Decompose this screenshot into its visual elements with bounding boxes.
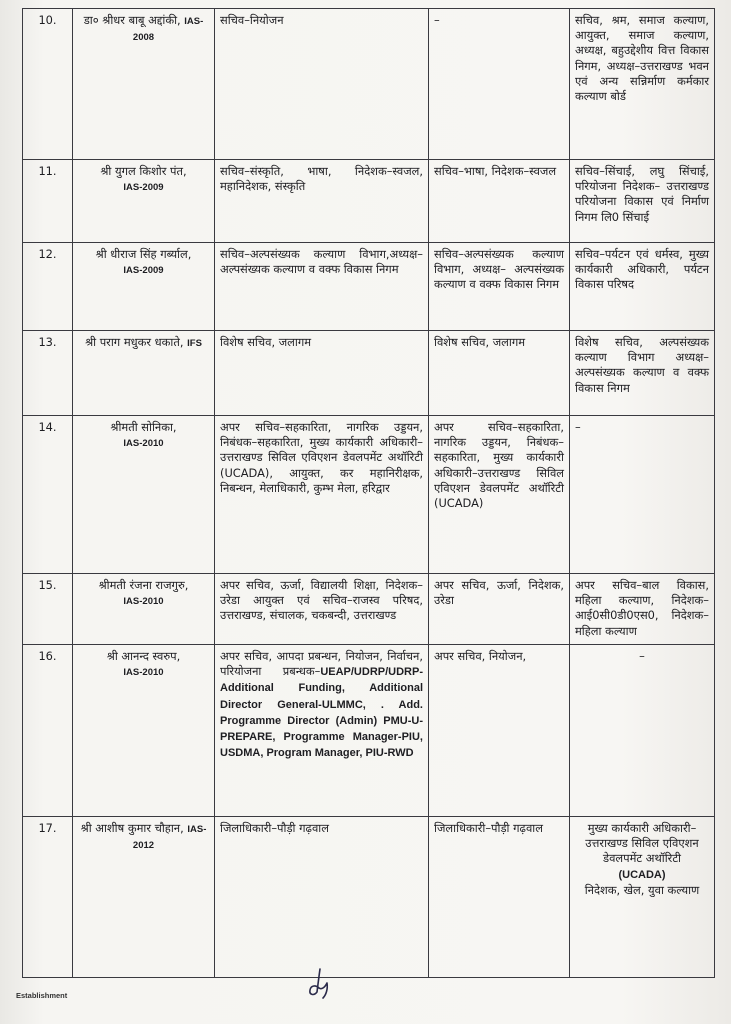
- additional-post: अपर सचिव, नियोजन,: [429, 645, 570, 817]
- officer-name: [73, 416, 215, 574]
- officer-name-text: श्रीमती सोनिका,: [110, 420, 177, 434]
- officer-name-text: श्री युगल किशोर पंत,: [100, 164, 187, 178]
- additional-post: –: [429, 9, 570, 160]
- officer-cadre: IAS-2009: [123, 182, 164, 194]
- officer-cadre: IAS-2009: [123, 265, 164, 277]
- table-row: [23, 243, 715, 331]
- officer-cadre: IAS-2010: [123, 667, 164, 679]
- serial-number: 10.: [23, 9, 73, 160]
- officer-name-text: श्री आशीष कुमार चौहान,: [80, 821, 184, 835]
- current-post: [215, 645, 429, 817]
- officer-name-text: श्री धीराज सिंह गर्ब्याल,: [95, 247, 192, 261]
- officer-name-text: श्री आनन्द स्वरुप,: [106, 649, 181, 663]
- current-post: सचिव–अल्पसंख्यक कल्याण विभाग,अध्यक्ष–अल्पसंख्यक कल्याण व वक्फ विकास निगम: [215, 243, 429, 331]
- new-post-part-a: मुख्य कार्यकारी अधिकारी– उत्तराखण्ड सिविल एविएशन डेवलपमेंट अथॉरिटी: [585, 821, 699, 866]
- additional-post: सचिव–भाषा, निदेशक–स्वजल: [429, 160, 570, 243]
- current-post: अपर सचिव–सहकारिता, नागरिक उड्डयन, निबंधक–सहकारिता, मुख्य कार्यकारी अधिकारी– उत्तराखण्ड सिविल एविएशन डेवलपमेंट अथॉरिटी (UCADA), आयुक्त, कर महानिरीक्षक, निबन्धन, मेलाधिकारी, कुम्भ मेला, हरिद्वार: [215, 416, 429, 574]
- current-post-latin: UEAP/UDRP/UDRP-Additional Funding, Additional Director General-ULMMC, . Add. Programme Director (Admin) PMU-U-PREPARE, Programme Manager-PIU, USDMA, Program Manager, PIU-RWD: [220, 666, 423, 760]
- new-post: अपर सचिव–बाल विकास, महिला कल्याण, निदेशक–आई0सी0डी0एस0, निदेशक–महिला कल्याण: [570, 574, 715, 645]
- serial-number: 15.: [23, 574, 73, 645]
- officer-name: [73, 160, 215, 243]
- officer-name: [73, 574, 215, 645]
- new-post: सचिव, श्रम, समाज कल्याण, आयुक्त, समाज कल्याण, अध्यक्ष, बहुउद्देशीय वित्त विकास निगम, अध्यक्ष–उत्तराखण्ड भवन एवं अन्य सन्निर्माण कर्मकार कल्याण बोर्ड: [570, 9, 715, 160]
- officer-name-text: डा० श्रीधर बाबू अद्दांकी,: [83, 13, 181, 27]
- officer-cadre: IAS-2008: [132, 16, 204, 44]
- table-row: [23, 645, 715, 817]
- footer-label: Establishment: [16, 991, 68, 1000]
- officer-cadre: IAS-2012: [132, 824, 207, 852]
- table-row: [23, 416, 715, 574]
- officer-name: [73, 243, 215, 331]
- new-post: सचिव–सिंचाई, लघु सिंचाई, परियोजना निदेशक– उत्तराखण्ड परियोजना विकास एवं निर्माण निगम लि0 सिंचाई: [570, 160, 715, 243]
- serial-number: 16.: [23, 645, 73, 817]
- transfer-order-table: [22, 8, 715, 978]
- officer-name-text: श्री पराग मधुकर धकाते,: [85, 335, 184, 349]
- table-row: [23, 574, 715, 645]
- additional-post: अपर सचिव, ऊर्जा, निदेशक, उरेडा: [429, 574, 570, 645]
- new-post: [570, 817, 715, 978]
- new-post-part-b: (UCADA): [618, 868, 666, 881]
- additional-post: जिलाधिकारी–पौड़ी गढ़वाल: [429, 817, 570, 978]
- new-post: –: [570, 645, 715, 817]
- officer-cadre: IFS: [187, 338, 202, 349]
- signature-mark: [306, 966, 332, 1000]
- current-post: विशेष सचिव, जलागम: [215, 331, 429, 416]
- current-post: जिलाधिकारी–पौड़ी गढ़वाल: [215, 817, 429, 978]
- additional-post: सचिव–अल्पसंख्यक कल्याण विभाग, अध्यक्ष– अल्पसंख्यक कल्याण व वक्फ विकास निगम: [429, 243, 570, 331]
- serial-number: 17.: [23, 817, 73, 978]
- additional-post: अपर सचिव–सहकारिता, नागरिक उड्डयन, निबंधक–सहकारिता, मुख्य कार्यकारी अधिकारी–उत्तराखण्ड सिविल एविएशन डेवलपमेंट अथॉरिटी (UCADA): [429, 416, 570, 574]
- current-post-hindi: अपर सचिव, आपदा प्रबन्धन, नियोजन, निर्वाचन, परियोजना प्रबन्धक–: [220, 649, 423, 679]
- current-post: सचिव–नियोजन: [215, 9, 429, 160]
- officer-name: [73, 9, 215, 160]
- new-post: –: [570, 416, 715, 574]
- new-post: विशेष सचिव, अल्पसंख्यक कल्याण विभाग अध्यक्ष–अल्पसंख्यक कल्याण व वक्फ विकास निगम: [570, 331, 715, 416]
- officer-name: [73, 817, 215, 978]
- officer-cadre: IAS-2010: [123, 596, 164, 608]
- officer-name-text: श्रीमती रंजना राजगुरु,: [98, 578, 189, 592]
- serial-number: 14.: [23, 416, 73, 574]
- officer-cadre: IAS-2010: [123, 438, 164, 450]
- new-post: सचिव–पर्यटन एवं धर्मस्व, मुख्य कार्यकारी अधिकारी, पर्यटन विकास परिषद: [570, 243, 715, 331]
- officer-name: [73, 331, 215, 416]
- serial-number: 11.: [23, 160, 73, 243]
- current-post: सचिव–संस्कृति, भाषा, निदेशक–स्वजल, महानिदेशक, संस्कृति: [215, 160, 429, 243]
- current-post: अपर सचिव, ऊर्जा, विद्यालयी शिक्षा, निदेशक–उरेडा आयुक्त एवं सचिव–राजस्व परिषद, उत्तराखण्ड, संचालक, चकबन्दी, उत्तराखण्ड: [215, 574, 429, 645]
- table-row: [23, 331, 715, 416]
- table-row: [23, 817, 715, 978]
- serial-number: 12.: [23, 243, 73, 331]
- table-row: [23, 160, 715, 243]
- new-post-part-c: निदेशक, खेल, युवा कल्याण: [584, 882, 700, 897]
- serial-number: 13.: [23, 331, 73, 416]
- officer-name: [73, 645, 215, 817]
- table-row: [23, 9, 715, 160]
- additional-post: विशेष सचिव, जलागम: [429, 331, 570, 416]
